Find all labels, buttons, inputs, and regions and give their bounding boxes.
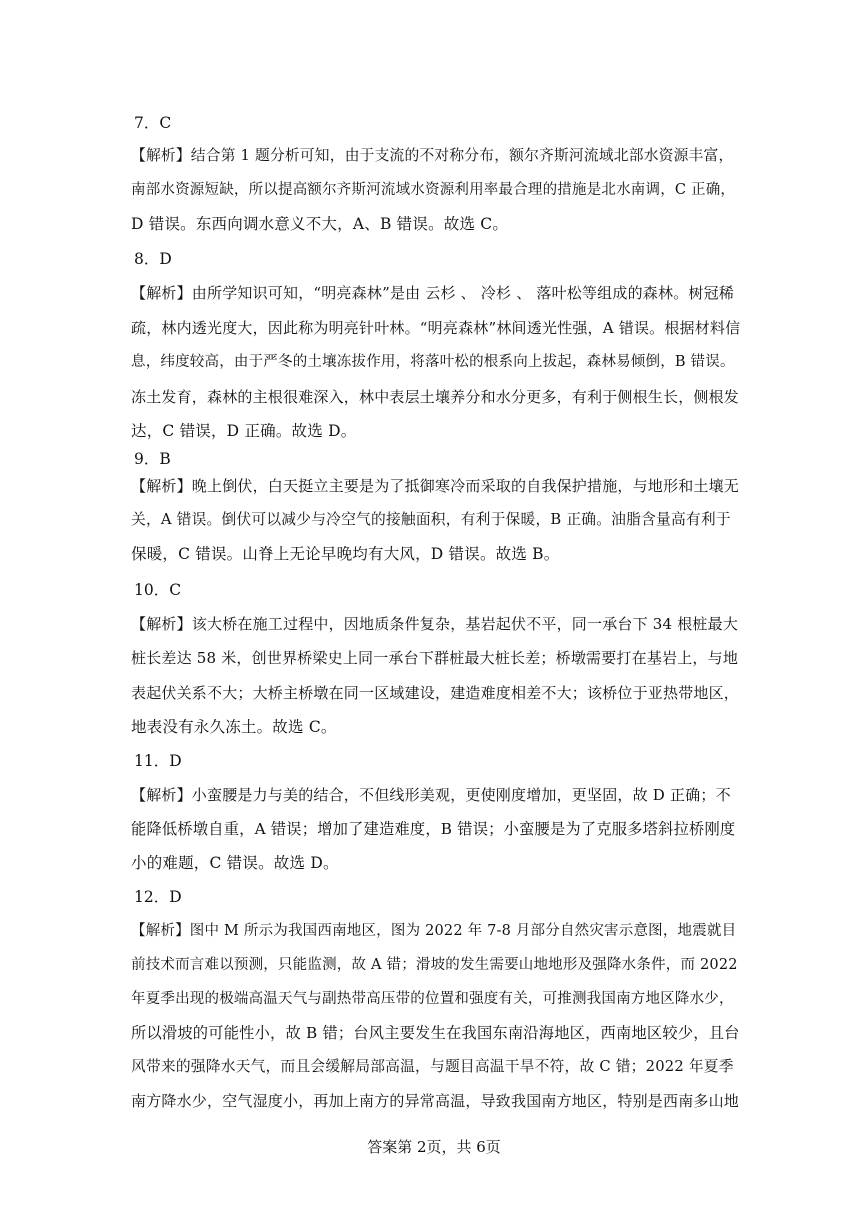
question-8-number: 8．D bbox=[134, 250, 172, 268]
question-11-analysis-line: 【解析】小蛮腰是力与美的结合，不但线形美观，更使刚度增加，更坚固，故 D 正确；不 bbox=[131, 786, 731, 804]
question-9-analysis-line: 保暖，C 错误。山脊上无论早晚均有大风，D 错误。故选 B。 bbox=[131, 545, 560, 563]
question-9-number: 9．B bbox=[134, 450, 171, 468]
question-11-number: 11．D bbox=[134, 752, 182, 770]
question-10-number: 10．C bbox=[134, 581, 182, 599]
question-11-analysis-line: 能降低桥墩自重，A 错误；增加了建造难度，B 错误；小蛮腰是为了克服多塔斜拉桥刚度 bbox=[131, 820, 736, 838]
question-10-analysis-line: 地表没有永久冻土。故选 C。 bbox=[131, 718, 337, 736]
question-10-analysis-line: 【解析】该大桥在施工过程中，因地质条件复杂，基岩起伏不平，同一承台下 34 根桩最大 bbox=[131, 615, 739, 633]
question-8-analysis-line: 达，C 错误，D 正确。故选 D。 bbox=[131, 422, 357, 440]
question-8-analysis-line: 【解析】由所学知识可知，“明亮森林”是由 云杉 、 冷杉 、 落叶松等组成的森林。树冠稀 bbox=[131, 284, 734, 302]
question-9-analysis-line: 关，A 错误。倒伏可以减少与冷空气的接触面积，有利于保暖，B 正确。油脂含量高有利于 bbox=[131, 511, 731, 528]
question-11-analysis-line: 小的难题，C 错误。故选 D。 bbox=[131, 854, 339, 872]
question-12-analysis-line: 前技术而言难以预测，只能监测，故 A 错；滑坡的发生需要山地地形及强降水条件，而 2022 bbox=[131, 957, 738, 973]
question-8-analysis-line: 疏，林内透光度大，因此称为明亮针叶林。“明亮森林”林间透光性强，A 错误。根据材料信 bbox=[131, 319, 741, 337]
question-12-analysis-line: 年夏季出现的极端高温天气与副热带高压带的位置和强度有关，可推测我国南方地区降水少， bbox=[131, 991, 734, 1007]
question-8-analysis-line: 冻土发育，森林的主根很难深入，林中表层土壤养分和水分更多，有利于侧根生长，侧根发 bbox=[131, 388, 740, 406]
question-9-analysis-line: 【解析】晚上倒伏，白天挺立主要是为了抵御寒冷而采取的自我保护措施，与地形和土壤无 bbox=[131, 477, 740, 495]
question-12-analysis-line: 南方降水少，空气湿度小，再加上南方的异常高温，导致我国南方地区，特别是西南多山地 bbox=[131, 1092, 740, 1110]
question-12-analysis-line: 所以滑坡的可能性小，故 B 错；台风主要发生在我国东南沿海地区，西南地区较少，且台 bbox=[131, 1024, 740, 1042]
question-12-analysis-line: 【解析】图中 M 所示为我国西南地区，图为 2022 年 7-8 月部分自然灾害示意图，地震就目 bbox=[131, 923, 737, 939]
page-footer: 答案第 2页，共 6页 bbox=[367, 1138, 501, 1156]
question-10-analysis-line: 表起伏关系不大；大桥主桥墩在同一区域建设，建造难度相差不大；该桥位于亚热带地区， bbox=[131, 684, 740, 702]
question-12-analysis-line: 风带来的强降水天气，而且会缓解局部高温，与题目高温干旱不符，故 C 错；2022 年夏季 bbox=[131, 1058, 734, 1075]
question-12-number: 12．D bbox=[134, 888, 182, 906]
question-10-analysis-line: 桩长差达 58 米，创世界桥梁史上同一承台下群桩最大桩长差；桥墩需要打在基岩上，与地 bbox=[131, 649, 739, 667]
question-7-analysis-line: 南部水资源短缺，所以提高额尔齐斯河流域水资源利用率最合理的措施是北水南调，C 正确， bbox=[131, 182, 736, 198]
question-8-analysis-line: 息，纬度较高，由于严冬的土壤冻拔作用，将落叶松的根系向上拔起，森林易倾倒，B 错误。 bbox=[131, 354, 735, 370]
question-7-analysis-line: D 错误。东西向调水意义不大，A、B 错误。故选 C。 bbox=[131, 215, 509, 233]
question-7-number: 7．C bbox=[134, 114, 172, 132]
question-7-analysis-line: 【解析】结合第 1 题分析可知，由于支流的不对称分布，额尔齐斯河流域北部水资源丰富， bbox=[131, 147, 734, 164]
